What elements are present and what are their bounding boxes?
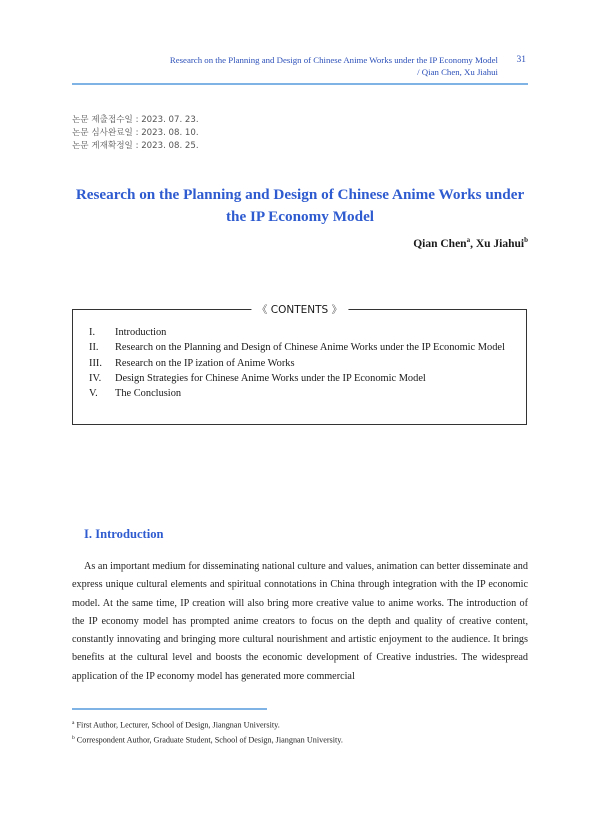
author-line	[413, 236, 528, 250]
footnote-first-author	[72, 717, 343, 732]
page-number: 31	[516, 55, 526, 65]
section-heading: I. Introduction	[84, 527, 164, 541]
body-paragraph: As an important medium for disseminating national culture and values, animation can better disseminate and express unique cultural elements and spiritual connotations in China through integration with the IP economic model. At the same time, IP creation will also bring more creative value to anime works. The introduction of the IP economy model has prompted anime creators to focus on the depth and quality of creative content, constantly innovating and bringing more cultural nourishment and artistic enjoyment to the audience. It brings benefits at the cultural level and boosts the economic development of Creative industries. The widespread application of the IP economy model has generated more commercial	[72, 561, 528, 682]
running-header	[72, 55, 528, 86]
toc-text: The Conclusion	[115, 388, 182, 400]
footnote-rule	[72, 708, 267, 710]
author-first-mark: a	[466, 236, 471, 244]
submission-date-accepted: 논문 게재확정일 : 2023. 08. 25.	[72, 141, 199, 152]
author-second-mark: b	[524, 236, 528, 244]
header-rule	[72, 83, 528, 85]
footnote-mark: b	[72, 734, 75, 741]
toc-text: Research on the IP ization of Anime Works	[115, 357, 295, 369]
submission-dates	[72, 114, 199, 154]
submission-date-received: 논문 제출접수일 : 2023. 07. 23.	[72, 115, 199, 125]
contents-list	[89, 325, 510, 401]
paper-title: Research on the Planning and Design of Chinese Anime Works under the IP Economy Model	[75, 186, 525, 225]
author-first: Qian Chen	[413, 237, 467, 250]
toc-number: IV.	[89, 372, 102, 384]
running-title: Research on the Planning and Design of Chinese Anime Works under the IP Economy Model	[169, 55, 498, 65]
footnote-text: Correspondent Author, Graduate Student, School of Design, Jiangnan University.	[76, 735, 343, 745]
footnote-correspondent-author	[72, 732, 343, 747]
author-second: Xu Jiahui	[475, 237, 525, 250]
body-text	[72, 558, 528, 686]
footnote-mark: a	[72, 720, 75, 726]
footnote-text: First Author, Lecturer, School of Design, Jiangnan University.	[76, 720, 280, 730]
toc-item[interactable]	[89, 371, 510, 386]
submission-date-reviewed: 논문 심사완료일 : 2023. 08. 10.	[72, 128, 199, 139]
toc-item[interactable]	[89, 386, 510, 401]
toc-number: III.	[89, 357, 102, 369]
toc-text: Design Strategies for Chinese Anime Works under the IP Economic Model	[115, 372, 426, 384]
toc-item[interactable]	[89, 340, 510, 355]
author-separator: ,	[470, 237, 476, 250]
toc-text: Research on the Planning and Design of Chinese Anime Works under the IP Economic Model	[115, 342, 505, 354]
toc-number: V.	[89, 388, 98, 400]
toc-number: I.	[89, 327, 96, 338]
toc-item[interactable]	[89, 325, 510, 340]
contents-label: 《 CONTENTS 》	[251, 302, 348, 317]
footnotes	[72, 717, 343, 746]
toc-number: II.	[89, 342, 99, 354]
toc-item[interactable]	[89, 356, 510, 371]
contents-box	[72, 304, 527, 425]
toc-text: Introduction	[115, 327, 167, 338]
running-authors: / Qian Chen, Xu Jiahui	[417, 67, 498, 77]
